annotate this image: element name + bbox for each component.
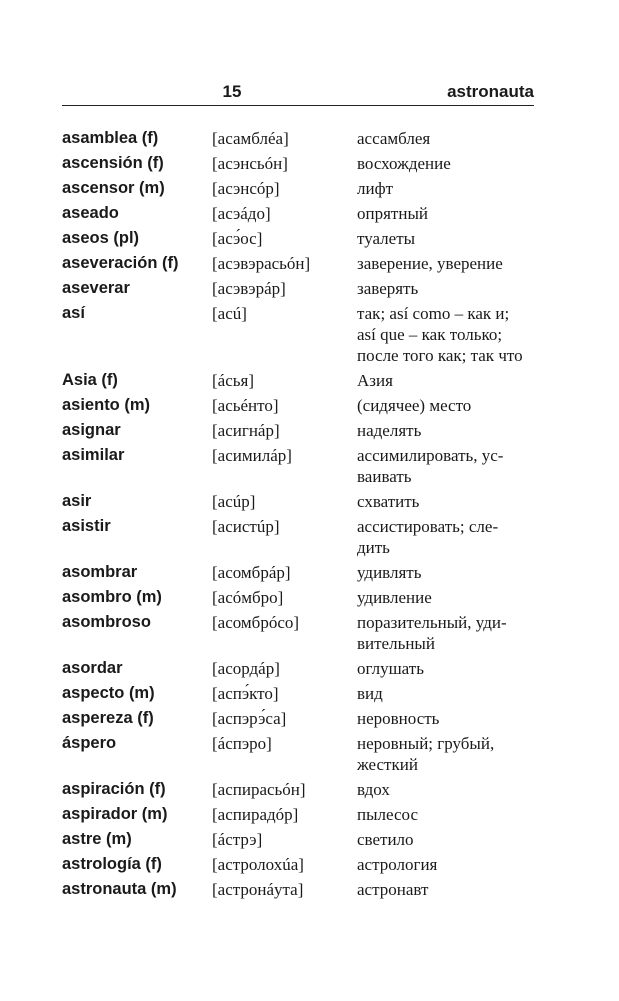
headword: ascensor (m): [62, 179, 165, 197]
pronunciation: [áсья]: [212, 371, 254, 390]
translation: [357, 708, 542, 729]
dictionary-entry: [62, 278, 542, 299]
translation-line: неровный; грубый,: [357, 734, 495, 753]
translation: [357, 562, 542, 583]
page-number: 15: [222, 82, 242, 101]
pronunciation: [асигнáр]: [212, 421, 280, 440]
translation-line: así que – как только;: [357, 325, 503, 344]
pronunciation: [аспирадóр]: [212, 805, 299, 824]
translation-line: опрятный: [357, 204, 428, 223]
headword: aspirador (m): [62, 805, 168, 823]
translation: [357, 420, 542, 441]
translation-line: оглушать: [357, 659, 424, 678]
pronunciation: [áспэро]: [212, 734, 272, 753]
dictionary-entry: [62, 491, 542, 512]
running-head: astronauta: [447, 82, 534, 101]
headword: asignar: [62, 421, 121, 439]
translation-line: ассамблея: [357, 129, 431, 148]
pronunciation: [аспирасьóн]: [212, 780, 306, 799]
pronunciation: [асэнсóр]: [212, 179, 280, 198]
translation: [357, 178, 542, 199]
headword: asiento (m): [62, 396, 151, 414]
translation-line: схватить: [357, 492, 420, 511]
pronunciation: [асú]: [212, 304, 247, 323]
translation: [357, 683, 542, 704]
translation: [357, 612, 542, 654]
translation: [357, 587, 542, 608]
translation-line: так; así como – как и;: [357, 304, 510, 323]
dictionary-entry: [62, 779, 542, 800]
headword: áspero: [62, 734, 117, 752]
translation: [357, 658, 542, 679]
pronunciation: [асьéнто]: [212, 396, 279, 415]
pronunciation: [асомбрóсо]: [212, 613, 300, 632]
headword: aseado: [62, 204, 119, 222]
pronunciation: [асомбрáр]: [212, 563, 291, 582]
translation-line: вид: [357, 684, 383, 703]
dictionary-entry: [62, 203, 542, 224]
translation-line: ассимилировать, ус-: [357, 446, 504, 465]
dictionary-entry: [62, 178, 542, 199]
translation: [357, 128, 542, 149]
headword: asombroso: [62, 613, 151, 631]
pronunciation: [асордáр]: [212, 659, 280, 678]
translation-line: заверение, уверение: [357, 254, 503, 273]
headword: aspereza (f): [62, 709, 154, 727]
translation-line: туалеты: [357, 229, 416, 248]
translation: [357, 491, 542, 512]
translation-line: ваивать: [357, 467, 412, 486]
translation: [357, 278, 542, 299]
headword: asombrar: [62, 563, 138, 581]
dictionary-entry: [62, 587, 542, 608]
headword: asimilar: [62, 446, 125, 464]
dictionary-entry: [62, 562, 542, 583]
translation-line: вдох: [357, 780, 390, 799]
dictionary-entry: [62, 253, 542, 274]
translation-line: Азия: [357, 371, 393, 390]
translation: [357, 879, 542, 900]
translation-line: ассистировать; сле-: [357, 517, 499, 536]
pronunciation: [асамблéа]: [212, 129, 289, 148]
pronunciation: [асэ́ос]: [212, 229, 263, 248]
translation-line: астрология: [357, 855, 438, 874]
dictionary-entry: [62, 733, 542, 775]
dictionary-entry: [62, 128, 542, 149]
translation-line: (сидячее) место: [357, 396, 472, 415]
headword: aseverar: [62, 279, 130, 297]
translation-line: неровность: [357, 709, 440, 728]
translation: [357, 253, 542, 274]
pronunciation: [астролохúа]: [212, 855, 304, 874]
translation: [357, 153, 542, 174]
translation: [357, 779, 542, 800]
pronunciation: [асэнсьóн]: [212, 154, 288, 173]
translation-line: восхождение: [357, 154, 451, 173]
translation-line: пылесос: [357, 805, 418, 824]
headword: astre (m): [62, 830, 132, 848]
dictionary-entry: [62, 708, 542, 729]
pronunciation: [асэвэрáр]: [212, 279, 286, 298]
translation-line: светило: [357, 830, 414, 849]
translation-line: удивление: [357, 588, 432, 607]
pronunciation: [астронáута]: [212, 880, 304, 899]
translation: [357, 395, 542, 416]
translation: [357, 804, 542, 825]
dictionary-entry: [62, 395, 542, 416]
translation: [357, 829, 542, 850]
pronunciation: [асэвэрасьóн]: [212, 254, 311, 273]
dictionary-entry: [62, 804, 542, 825]
dictionary-entry: [62, 228, 542, 249]
headword: asombro (m): [62, 588, 162, 606]
pronunciation: [аспэрэ́са]: [212, 709, 287, 728]
headword: astrología (f): [62, 855, 162, 873]
translation: [357, 370, 542, 391]
pronunciation: [асэáдо]: [212, 204, 271, 223]
translation: [357, 303, 542, 366]
translation: [357, 854, 542, 875]
pronunciation: [асúр]: [212, 492, 256, 511]
translation-line: удивлять: [357, 563, 422, 582]
headword: aseveración (f): [62, 254, 179, 272]
headword: ascensión (f): [62, 154, 164, 172]
translation-line: лифт: [357, 179, 394, 198]
pronunciation: [асóмбро]: [212, 588, 284, 607]
dictionary-entry: [62, 854, 542, 875]
headword: asamblea (f): [62, 129, 159, 147]
headword: asistir: [62, 517, 111, 535]
dictionary-entry: [62, 516, 542, 558]
translation: [357, 203, 542, 224]
pronunciation: [áстрэ]: [212, 830, 263, 849]
headword: así: [62, 304, 85, 322]
headword: aspiración (f): [62, 780, 166, 798]
dictionary-entry: [62, 879, 542, 900]
dictionary-entries: [62, 128, 542, 904]
headword: astronauta (m): [62, 880, 177, 898]
pronunciation: [асистúр]: [212, 517, 280, 536]
translation-line: жесткий: [357, 755, 418, 774]
headword: aspecto (m): [62, 684, 155, 702]
translation-line: дить: [357, 538, 390, 557]
dictionary-entry: [62, 612, 542, 654]
dictionary-entry: [62, 829, 542, 850]
pronunciation: [аспэ́кто]: [212, 684, 279, 703]
translation-line: заверять: [357, 279, 419, 298]
translation: [357, 733, 542, 775]
pronunciation: [асимилáр]: [212, 446, 292, 465]
translation-line: поразительный, уди-: [357, 613, 507, 632]
dictionary-entry: [62, 658, 542, 679]
dictionary-entry: [62, 445, 542, 487]
headword: Asia (f): [62, 371, 118, 389]
translation-line: астронавт: [357, 880, 429, 899]
headword: asordar: [62, 659, 123, 677]
dictionary-entry: [62, 420, 542, 441]
headword: asir: [62, 492, 92, 510]
headword: aseos (pl): [62, 229, 140, 247]
translation: [357, 445, 542, 487]
header-rule: [62, 105, 534, 106]
translation: [357, 228, 542, 249]
dictionary-entry: [62, 153, 542, 174]
translation: [357, 516, 542, 558]
dictionary-entry: [62, 303, 542, 366]
page-header: [62, 80, 534, 102]
dictionary-entry: [62, 370, 542, 391]
translation-line: наделять: [357, 421, 422, 440]
translation-line: вительный: [357, 634, 435, 653]
dictionary-entry: [62, 683, 542, 704]
translation-line: после того как; так что: [357, 346, 523, 365]
